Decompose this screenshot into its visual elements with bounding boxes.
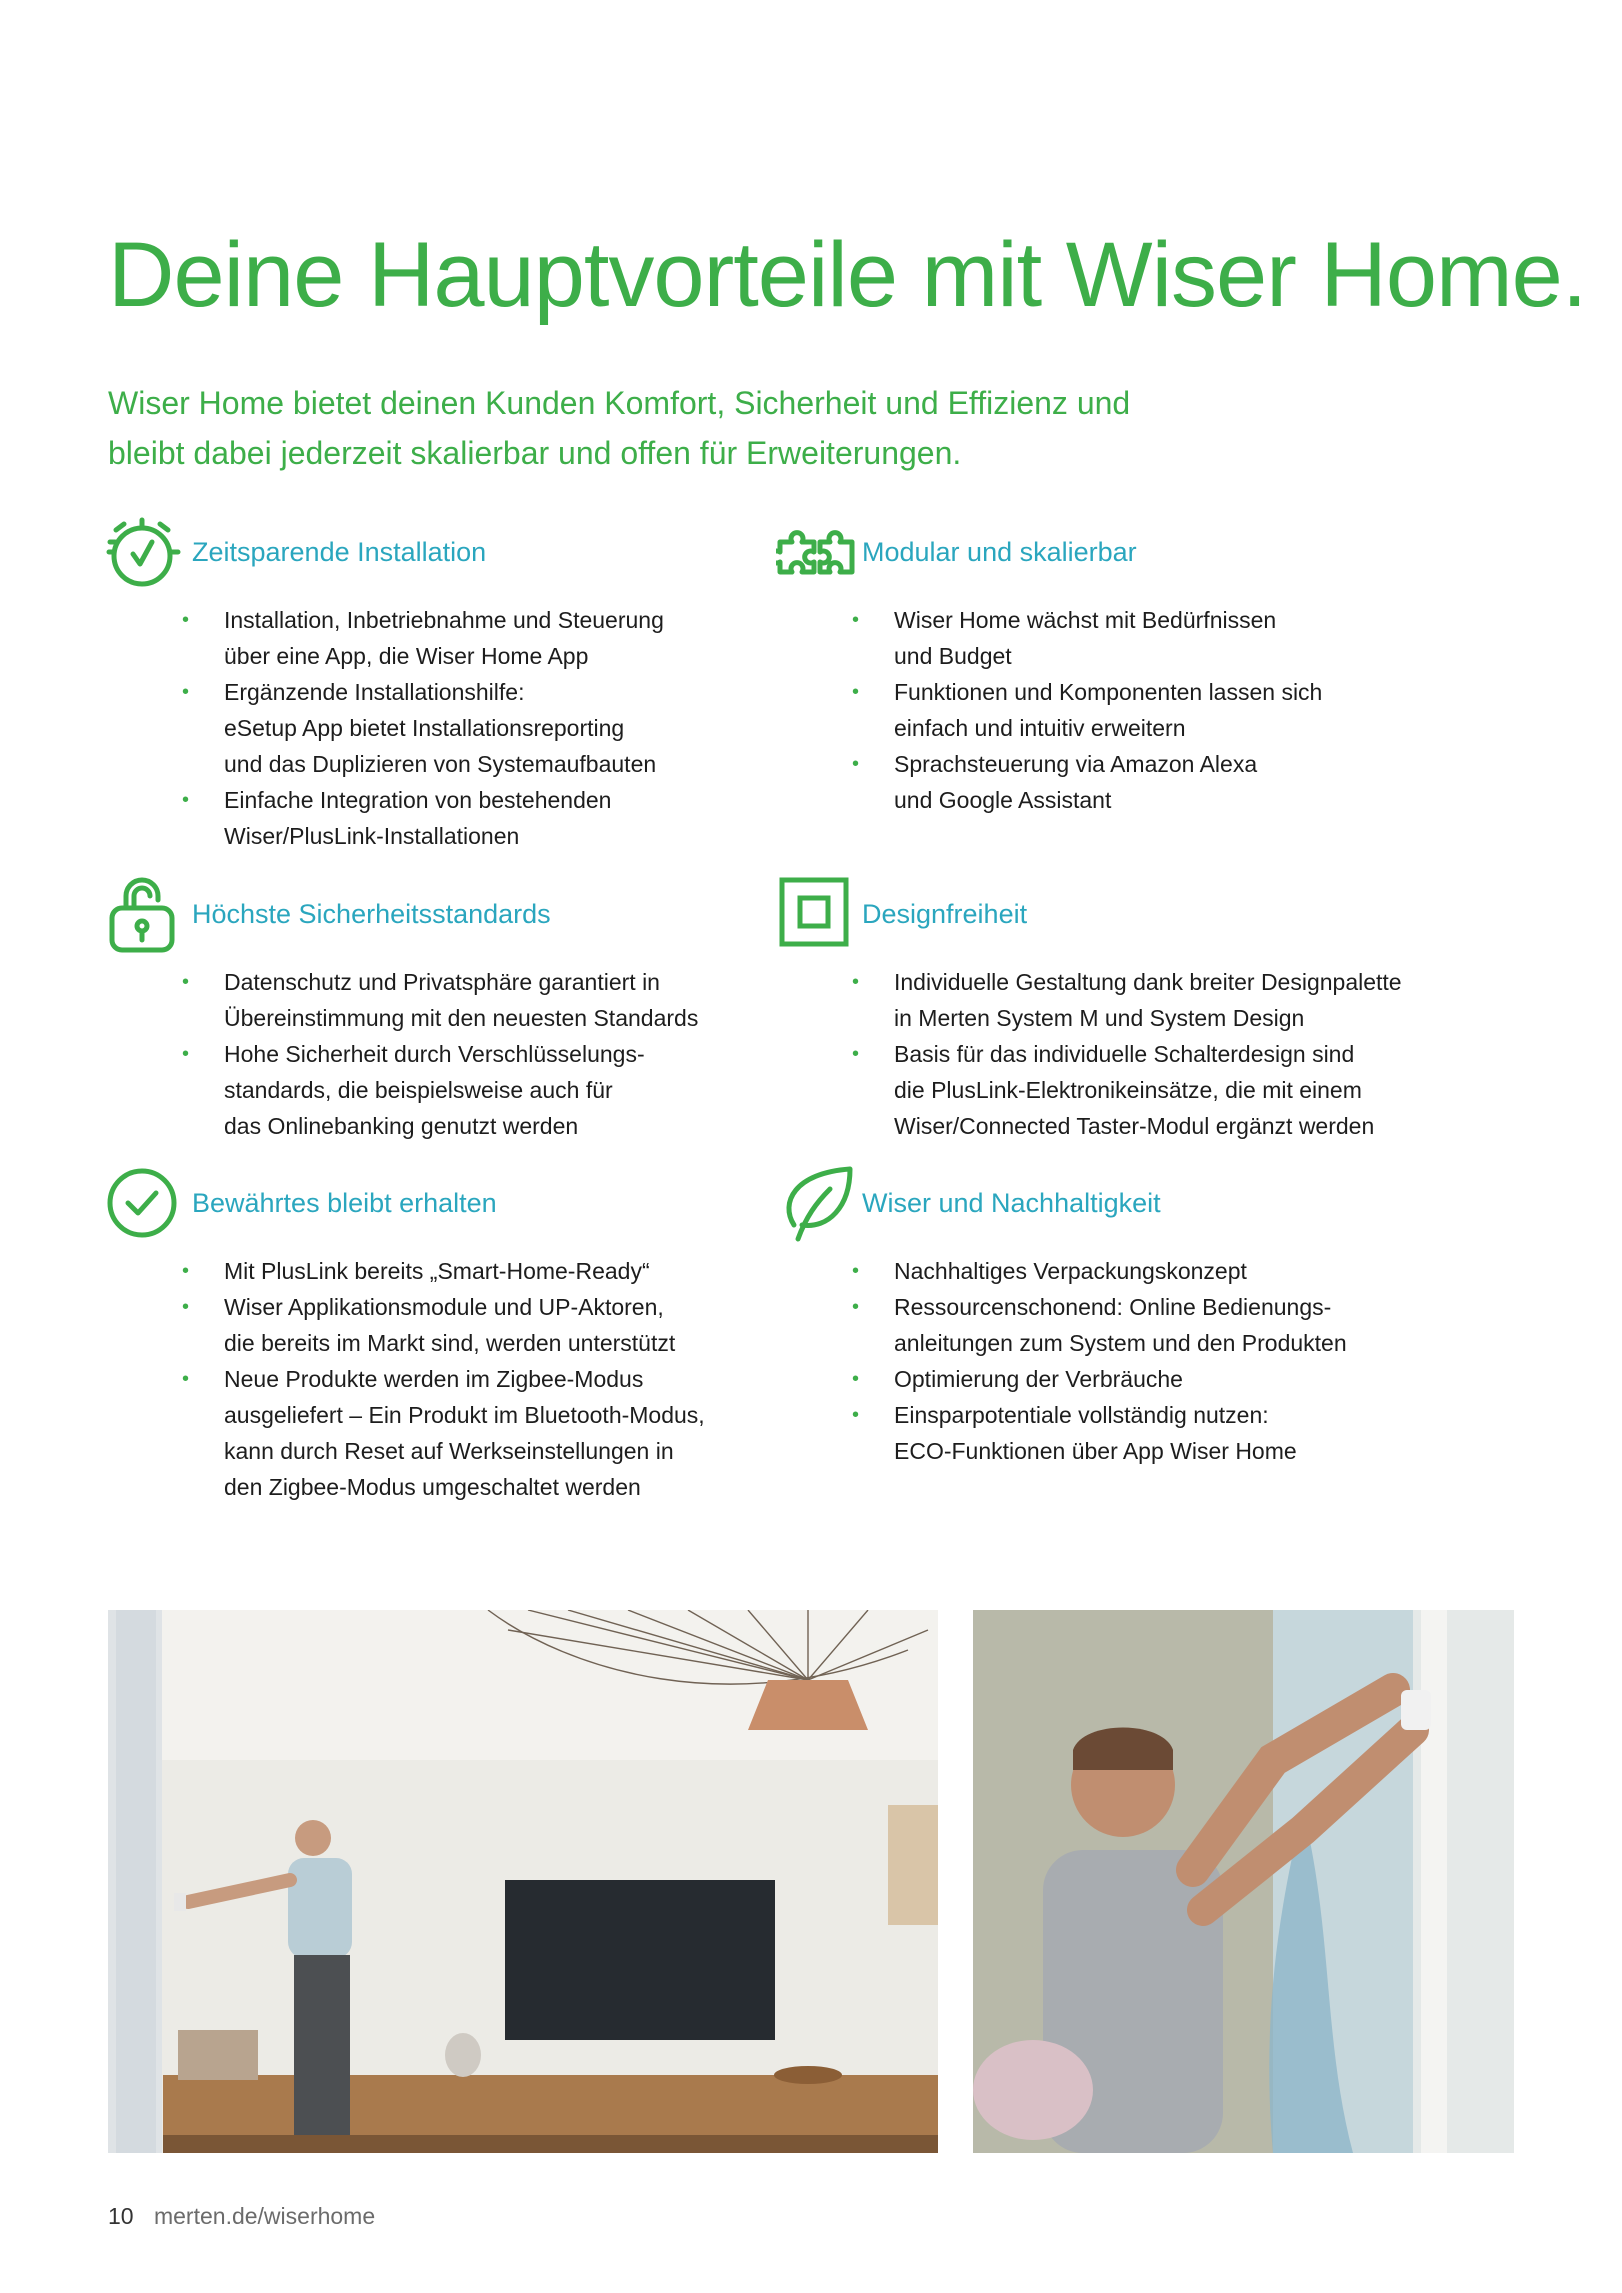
- feature-title: Modular und skalierbar: [862, 537, 1137, 567]
- list-item: [852, 1289, 1492, 1361]
- bullet-line: über eine App, die Wiser Home App: [224, 643, 589, 669]
- bullet-line: • Ressourcenschonend: Online Bedienungs-: [894, 1294, 1332, 1320]
- bullet-line: • Wiser Home wächst mit Bedürfnissen: [894, 607, 1277, 633]
- bullet-line: • Datenschutz und Privatsphäre garantiert in: [224, 969, 660, 995]
- list-item: [852, 746, 1492, 818]
- feature-bullet-list: [182, 964, 822, 1144]
- bullet-line: anleitungen zum System und den Produkten: [894, 1330, 1347, 1356]
- list-item: [852, 1397, 1492, 1469]
- bullet-line: und Google Assistant: [894, 787, 1112, 813]
- list-item: [852, 1253, 1492, 1289]
- bullet-line: standards, die beispielsweise auch für: [224, 1077, 613, 1103]
- list-item: [852, 1361, 1492, 1397]
- bullet-line: • Optimierung der Verbräuche: [894, 1366, 1183, 1392]
- puzzle-icon: [776, 512, 856, 592]
- bullet-line: • Individuelle Gestaltung dank breiter Designpalette: [894, 969, 1402, 995]
- page-title: Deine Hauptvorteile mit Wiser Home.: [108, 224, 1587, 326]
- bullet-line: • Einfache Integration von bestehenden: [224, 787, 612, 813]
- bullet-line: • Ergänzende Installationshilfe:: [224, 679, 525, 705]
- list-item: [852, 674, 1492, 746]
- list-item: [852, 602, 1492, 674]
- leaf-icon: [776, 1163, 856, 1243]
- bullet-line: • Hohe Sicherheit durch Verschlüsselungs-: [224, 1041, 645, 1067]
- list-item: [182, 1289, 822, 1361]
- bullet-line: und Budget: [894, 643, 1012, 669]
- bullet-line: den Zigbee-Modus umgeschaltet werden: [224, 1474, 641, 1500]
- bullet-line: • Neue Produkte werden im Zigbee-Modus: [224, 1366, 644, 1392]
- feature-title: Designfreiheit: [862, 899, 1028, 929]
- bullet-line: • Sprachsteuerung via Amazon Alexa: [894, 751, 1258, 777]
- intro-line: Wiser Home bietet deinen Kunden Komfort, Sicherheit und Effizienz und: [108, 385, 1131, 421]
- bullet-line: die bereits im Markt sind, werden unterstützt: [224, 1330, 676, 1356]
- list-item: [182, 1361, 822, 1505]
- list-item: [182, 1253, 822, 1289]
- bullet-line: • Installation, Inbetriebnahme und Steuerung: [224, 607, 664, 633]
- feature-title: Bewährtes bleibt erhalten: [192, 1188, 497, 1218]
- feature-bullet-list: [182, 1253, 822, 1505]
- list-item: [182, 674, 822, 782]
- bullet-line: die PlusLink-Elektronikeinsätze, die mit einem: [894, 1077, 1362, 1103]
- feature-bullet-list: [852, 964, 1492, 1144]
- bullet-line: • Nachhaltiges Verpackungskonzept: [894, 1258, 1247, 1284]
- feature-bullet-list: [852, 602, 1492, 818]
- feature-title: Zeitsparende Installation: [192, 537, 487, 567]
- bullet-line: ECO-Funktionen über App Wiser Home: [894, 1438, 1297, 1464]
- footer-link[interactable]: merten.de/wiserhome: [153, 2203, 376, 2229]
- bullet-line: eSetup App bietet Installationsreporting: [224, 715, 625, 741]
- bullet-line: • Wiser Applikationsmodule und UP-Aktoren,: [224, 1294, 664, 1320]
- padlock-icon: [106, 874, 186, 954]
- bullet-line: und das Duplizieren von Systemaufbauten: [224, 751, 657, 777]
- page-footer: [108, 2198, 375, 2234]
- bullet-line: Wiser/PlusLink-Installationen: [224, 823, 520, 849]
- feature-title: Wiser und Nachhaltigkeit: [862, 1188, 1161, 1218]
- stopwatch-icon: [106, 512, 186, 592]
- intro-text: [108, 378, 1408, 478]
- bullet-line: • Funktionen und Komponenten lassen sich: [894, 679, 1323, 705]
- switch-frame-icon: [776, 874, 856, 954]
- bullet-line: ausgeliefert – Ein Produkt im Bluetooth-Modus,: [224, 1402, 705, 1428]
- photo-living-room: [108, 1610, 938, 2153]
- photo-window-installation: [973, 1610, 1514, 2153]
- bullet-line: Wiser/Connected Taster-Modul ergänzt werden: [894, 1113, 1375, 1139]
- feature-title: Höchste Sicherheitsstandards: [192, 899, 551, 929]
- page-number: 10: [108, 2203, 134, 2229]
- list-item: [182, 782, 822, 854]
- list-item: [182, 602, 822, 674]
- list-item: [182, 1036, 822, 1144]
- list-item: [852, 1036, 1492, 1144]
- bullet-line: • Einsparpotentiale vollständig nutzen:: [894, 1402, 1269, 1428]
- list-item: [852, 964, 1492, 1036]
- bullet-line: in Merten System M und System Design: [894, 1005, 1305, 1031]
- bullet-line: Übereinstimmung mit den neuesten Standards: [224, 1005, 699, 1031]
- list-item: [182, 964, 822, 1036]
- bullet-line: • Basis für das individuelle Schalterdesign sind: [894, 1041, 1355, 1067]
- bullet-line: einfach und intuitiv erweitern: [894, 715, 1186, 741]
- intro-line: bleibt dabei jederzeit skalierbar und offen für Erweiterungen.: [108, 435, 962, 471]
- bullet-line: das Onlinebanking genutzt werden: [224, 1113, 579, 1139]
- bullet-line: kann durch Reset auf Werkseinstellungen in: [224, 1438, 674, 1464]
- feature-bullet-list: [182, 602, 822, 854]
- checkmark-circle-icon: [106, 1163, 186, 1243]
- feature-bullet-list: [852, 1253, 1492, 1469]
- bullet-line: • Mit PlusLink bereits „Smart-Home-Ready“: [224, 1258, 650, 1284]
